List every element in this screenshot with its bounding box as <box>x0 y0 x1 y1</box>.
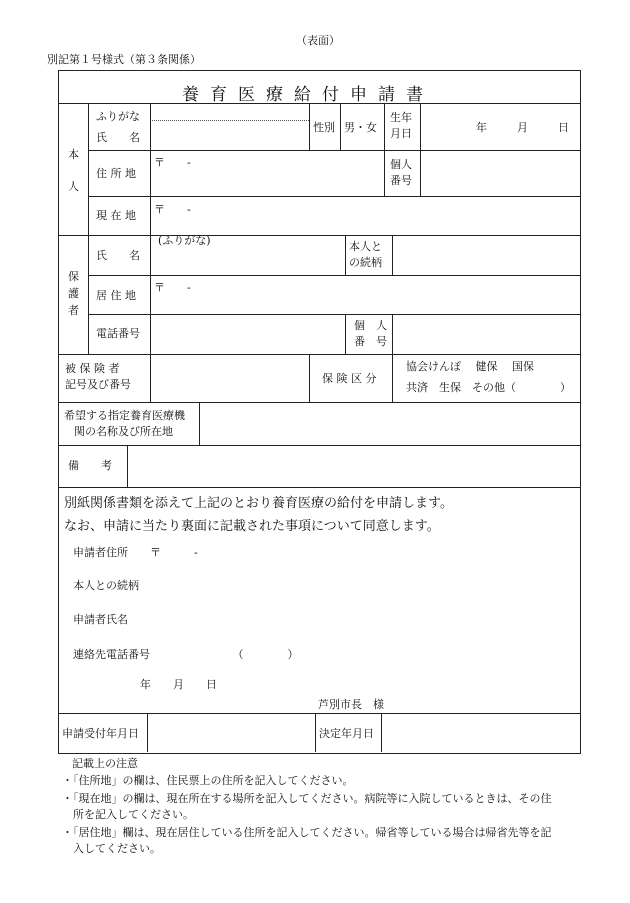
form-number: 別記第１号様式（第３条関係） <box>47 53 201 66</box>
rule <box>392 354 393 402</box>
insurance-options-2[interactable]: 共済 生保 その他（ ） <box>406 381 571 394</box>
note-item: ・「居住地」欄は、現在居住している住所を記入してください。帰省等している場合は帰省先等を記 <box>62 826 552 839</box>
note-item: ・「住所地」の欄は、住民票上の住所を記入してください。 <box>62 774 354 787</box>
rule <box>309 354 310 402</box>
rule <box>392 314 393 354</box>
remarks-label: 備 考 <box>68 459 112 472</box>
rule <box>150 103 151 354</box>
relation-label: 本人と <box>349 240 382 253</box>
insurance-options-1[interactable]: 協会けんぽ 健保 国保 <box>406 360 534 373</box>
rule <box>199 402 200 445</box>
rule <box>381 713 382 752</box>
insured-label: 被 保 険 者 <box>65 362 120 375</box>
rule <box>88 275 580 276</box>
rule <box>88 150 580 151</box>
current-postal-field[interactable]: 〒 - <box>154 203 191 216</box>
insured-label: 記号及び番号 <box>65 378 131 391</box>
phone-label: 電話番号 <box>96 327 140 340</box>
address-label: 住 所 地 <box>96 167 136 180</box>
guardian-id-label: 個 人 <box>354 319 387 332</box>
rule <box>58 235 580 236</box>
rule <box>392 235 393 275</box>
rule <box>58 713 580 714</box>
hospital-label: 関の名称及び所在地 <box>74 425 173 438</box>
birth-label: 月日 <box>390 127 412 140</box>
received-date-label: 申請受付年月日 <box>62 727 139 740</box>
declaration-line-2: なお、申請に当たり裏面に記載された事項について同意します。 <box>64 519 440 534</box>
relation-label: の続柄 <box>349 256 382 269</box>
current-location-label: 現 在 地 <box>96 209 136 222</box>
furigana-rule <box>152 120 309 121</box>
rule <box>58 103 580 104</box>
side-label: （表面） <box>296 34 340 47</box>
furigana-label: ふりがな <box>96 110 140 123</box>
rule <box>58 354 580 355</box>
rule <box>147 713 148 752</box>
name-label: 氏 名 <box>96 131 140 144</box>
gender-options[interactable]: 男・女 <box>344 121 377 134</box>
birth-month-label: 月 <box>517 121 528 134</box>
address-postal-field[interactable]: 〒 - <box>154 156 191 169</box>
gender-label: 性別 <box>313 121 335 134</box>
patient-section-label: 本 <box>68 148 79 161</box>
declaration-line-1: 別紙関係書類を添えて上記のとおり養育医療の給付を申請します。 <box>64 496 453 511</box>
rule <box>150 354 151 402</box>
note-item: ・「現在地」の欄は、現在所在する場所を記入してください。病院等に入院しているときは、その住 <box>62 792 552 805</box>
patient-id-label: 個人 <box>390 158 412 171</box>
rule <box>420 103 421 196</box>
form-title: 養育医療給付申請書 <box>182 85 434 105</box>
birth-day-label: 日 <box>558 121 569 134</box>
guardian-furigana-note: (ふりがな) <box>158 234 211 247</box>
birth-label: 生年 <box>390 111 412 124</box>
rule <box>58 487 580 488</box>
residence-postal-field[interactable]: 〒 - <box>154 281 191 294</box>
rule <box>309 103 310 150</box>
guardian-id-label: 番 号 <box>354 335 387 348</box>
rule <box>58 402 580 403</box>
relation-to-patient: 本人との続柄 <box>73 579 139 592</box>
rule <box>88 196 580 197</box>
rule <box>88 314 580 315</box>
contact-phone: 連絡先電話番号 （ ） <box>73 648 299 661</box>
birth-year-label: 年 <box>476 121 487 134</box>
guardian-name-label: 氏 名 <box>96 249 140 262</box>
rule <box>340 103 341 150</box>
rule <box>315 713 316 752</box>
applicant-name: 申請者氏名 <box>73 613 128 626</box>
notes-heading: 記載上の注意 <box>72 757 138 770</box>
residence-label: 居 住 地 <box>96 289 136 302</box>
rule <box>88 103 89 354</box>
rule <box>384 103 385 196</box>
hospital-label: 希望する指定養育医療機 <box>64 409 185 422</box>
patient-id-label: 番号 <box>390 174 412 187</box>
rule <box>345 235 346 275</box>
decision-date-label: 決定年月日 <box>319 727 374 740</box>
patient-section-label: 人 <box>68 180 79 193</box>
insurance-category-label: 保 険 区 分 <box>322 372 377 385</box>
application-date: 年 月 日 <box>140 678 217 691</box>
guardian-section-label: 保 <box>68 270 79 283</box>
guardian-section-label: 護 <box>68 287 79 300</box>
rule <box>345 314 346 354</box>
rule <box>127 445 128 487</box>
note-item: 所を記入してください。 <box>62 808 194 821</box>
guardian-section-label: 者 <box>68 304 79 317</box>
rule <box>58 445 580 446</box>
note-item: 入してください。 <box>62 842 161 855</box>
applicant-address: 申請者住所 〒 - <box>73 546 198 559</box>
addressee: 芦別市長 様 <box>318 698 384 711</box>
